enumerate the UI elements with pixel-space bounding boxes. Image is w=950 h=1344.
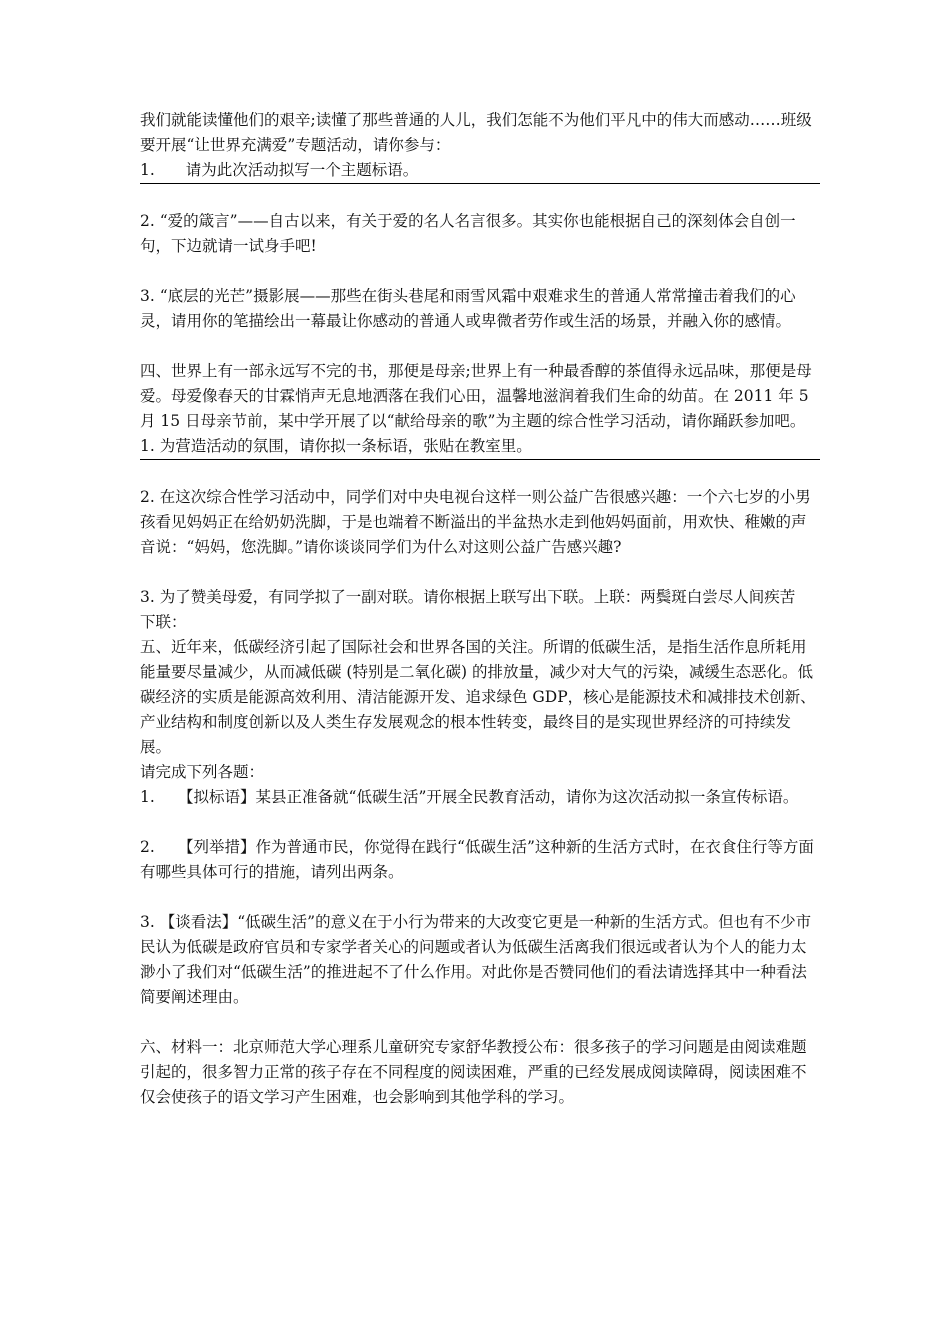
section-6-paragraph: 六、材料一：北京师范大学心理系儿童研究专家舒华教授公布：很多孩子的学习问题是由阅读难题引起的，很多智力正常的孩子存在不同程度的阅读困难，严重的已经发展成阅读障碍，阅读困难不仅会使孩子的语文学习产生困难，也会影响到其他学科的学习。 [140, 1038, 807, 1106]
question-4-3-answer-label: 下联： [140, 613, 187, 631]
question-5-3: 3. 【谈看法】“低碳生活”的意义在于小行为带来的大改变它更是一种新的生活方式。但也有不少市民认为低碳是政府官员和专家学者关心的问题或者认为低碳生活离我们很远或者认为个人的能力太渺小了我们对“低碳生活”的推进起不了什么作用。对此你是否赞同他们的看法请选择其中一种看法简要阐述理由。 [140, 913, 812, 1006]
intro-paragraph: 我们就能读懂他们的艰辛;读懂了那些普通的人儿，我们怎能不为他们平凡中的伟大而感动……班级要开展“让世界充满爱”专题活动，请你参与： [140, 111, 812, 154]
section-4-paragraph: 四、世界上有一部永远写不完的书，那便是母亲;世界上有一种最香醇的茶值得永远品味，那便是母爱。母爱像春天的甘霖悄声无息地洒落在我们心田，温馨地滋润着我们生命的幼苗。在 2011 年 5 月 15 日母亲节前，某中学开展了以“献给母亲的歌”为主题的综合性学习活动，请你踊跃参加吧。 [140, 362, 812, 430]
question-1-2: 2. “爱的箴言”——自古以来，有关于爱的名人名言很多。其实你也能根据自己的深刻体会自创一句，下边就请一试身手吧! [140, 212, 796, 255]
section-5-paragraph: 五、近年来，低碳经济引起了国际社会和世界各国的关注。所谓的低碳生活，是指生活作息所耗用能量要尽量减少，从而减低碳 (特别是二氧化碳) 的排放量，减少对大气的污染，减缓生态恶化。低碳经济的实质是能源高效利用、清洁能源开发、追求绿色 GDP，核心是能源技术和减排技术创新、产业结构和制度创新以及人类生存发展观念的根本性转变，最终目的是实现世界经济的可持续发展。 [140, 638, 816, 756]
question-5-2: 2. 【列举措】作为普通市民，你觉得在践行“低碳生活”这种新的生活方式时，在衣食住行等方面有哪些具体可行的措施，请列出两条。 [140, 838, 814, 881]
question-1-1: 1. 请为此次活动拟写一个主题标语。 [140, 158, 820, 184]
question-4-1: 1. 为营造活动的氛围，请你拟一条标语，张贴在教室里。 [140, 434, 820, 460]
question-4-3: 3. 为了赞美母爱，有同学拟了一副对联。请你根据上联写出下联。上联：两鬓斑白尝尽人间疾苦 [140, 588, 796, 606]
section-5-prompt: 请完成下列各题： [140, 763, 265, 781]
question-4-2: 2. 在这次综合性学习活动中，同学们对中央电视台这样一则公益广告很感兴趣：一个六七岁的小男孩看见妈妈正在给奶奶洗脚，于是也端着不断溢出的半盆热水走到他妈妈面前，用欢快、稚嫩的声音说：“妈妈，您洗脚。”请你谈谈同学们为什么对这则公益广告感兴趣? [140, 488, 811, 556]
question-5-1: 1. 【拟标语】某县正准备就“低碳生活”开展全民教育活动，请你为这次活动拟一条宣传标语。 [140, 788, 799, 806]
document-page [140, 108, 820, 1110]
question-1-3: 3. “底层的光芒”摄影展——那些在街头巷尾和雨雪风霜中艰难求生的普通人常常撞击着我们的心灵，请用你的笔描绘出一幕最让你感动的普通人或卑微者劳作或生活的场景，并融入你的感情。 [140, 287, 796, 330]
